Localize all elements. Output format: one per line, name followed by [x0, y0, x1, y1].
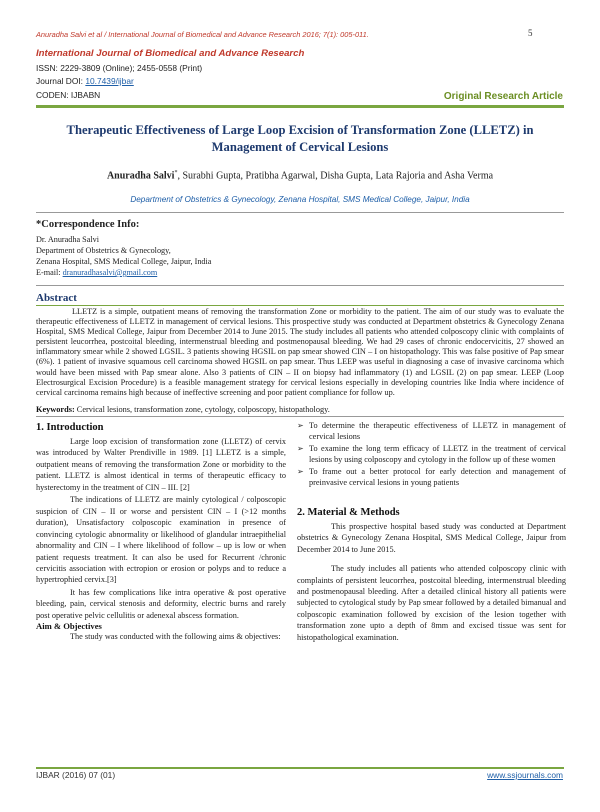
- doi-label: Journal DOI:: [36, 76, 86, 86]
- correspondence-divider: [36, 285, 564, 286]
- running-header-citation: Anuradha Salvi et al / International Journal of Biomedical and Advance Research 2016; 7(1): 005-011.: [36, 30, 369, 39]
- doi-link[interactable]: 10.7439/ijbar: [85, 76, 134, 86]
- page-number: 5: [528, 28, 533, 38]
- doi-line: [36, 76, 134, 86]
- journal-name: International Journal of Biomedical and Advance Research: [36, 48, 305, 59]
- objective-item: [297, 443, 566, 466]
- methods-paragraph-2: The study includes all patients who attended colposcopy clinic with complaints of persistent leucorrhea, postcoital bleeding, intermenstrual bleeding and postmenopausal bleeding. After a detailed clinical history all patients were subjected to cytological study by Pap smear followed by a detailed bimanual and colposcopic examination followed by excision of the lesion together with transformation zone upto a depth of 8mm and excised tissue was sent for histopathological examination.: [297, 564, 566, 642]
- correspondence-email-line: [36, 268, 157, 278]
- footer-issue: IJBAR (2016) 07 (01): [36, 770, 116, 780]
- corresponding-mark: *: [174, 170, 178, 176]
- co-authors: , Surabhi Gupta, Pratibha Agarwal, Disha Gupta, Lata Rajoria and Asha Verma: [177, 170, 494, 182]
- correspondence-hospital: Zenana Hospital, SMS Medical College, Jaipur, India: [36, 257, 212, 266]
- intro-paragraph-2: The indications of LLETZ are mainly cytological / colposcopic suspicion of CIN – II or worse and persistent CIN – I (>12 months duration), Unsatisfactory colposcopic examination in presence of convincing cytologic abnormality or likelihood of glandular intraepithelial abnormality and CIN – I where likelihood of follow – up is low or when patient requests treatment. It can also be used for Recurrent /chronic cervicitis association with ectropion or erosion or polyps and to reduce a hypertrophied cervix.[3]: [36, 495, 286, 585]
- right-column: [297, 420, 566, 643]
- left-column: [36, 420, 286, 643]
- author-list: [36, 170, 564, 181]
- email-link[interactable]: dranuradhasalvi@gmail.com: [62, 268, 158, 277]
- abstract-heading: Abstract: [36, 292, 77, 304]
- abstract-body: LLETZ is a simple, outpatient means of removing the transformation Zone or morbidity to the patient. The aim of our study was to evaluate the therapeutic effectiveness of LLETZ in management of cervical lesions. This prospective study was conducted at Department obstetrics & Gynecology Zenana Hospital, SMS Medical College, Jaipur from December 2014 to June 2015. The study includes all patients who attended colposcopy clinic with complaints of persistent leucorrhea, postcoital bleeding, intermenstrual bleeding and postmenopausal bleeding. We had 29 cases of chronic endocervicitis, 27 showed an inflammatory smear while 2 showed LGSIL. 3 patients showing HGSIL on pap smear showed CIN – I on histopathology. This was false positive of Pap smear (6%). 1 patient of invasive squamous cell carcinoma showed HGSIL on pap smear. Thus LEEP was useful in diagnosing a case of invasive carcinoma which would have been missed with Pap smear alone. Also 3 patients of CIN – II on biopsy had inflammatory (1) and LGSIL (2) on pap smear. LEEP (Loop Electrosurgical Excision Procedure) is a feasible management strategy for cervical lesions especially in developing countries like India where incidence of cervical carcinoma remains high because of ineffective screening and poor patient compliance for follow up.: [36, 307, 564, 397]
- header-divider: [36, 105, 564, 108]
- issn-line: ISSN: 2229-3809 (Online); 2455-0558 (Print): [36, 63, 203, 73]
- objective-item: [297, 420, 566, 443]
- footer-divider: [36, 767, 564, 769]
- paper-title: Therapeutic Effectiveness of Large Loop Excision of Transformation Zone (LLETZ) in Management of Cervical Lesions: [66, 123, 534, 154]
- arrow-bullet-icon: ➢: [297, 443, 304, 453]
- aims-heading: Aim & Objectives: [36, 621, 102, 632]
- intro-paragraph-3: It has few complications like intra operative & post operative bleeding, pain, cervical stenosis and deformity, electric burns and rarely post operative pelvic cellulitis or adenexal abscess formation.: [36, 587, 286, 620]
- affiliation-divider: [36, 212, 564, 213]
- aims-paragraph: The study was conducted with the following aims & objectives:: [70, 632, 281, 642]
- objective-text: To frame out a better protocol for early detection and management of preinvasive cervical lesions in young patients: [309, 466, 566, 488]
- abstract-divider: [36, 305, 564, 306]
- objective-text: To examine the long term efficacy of LLETZ in the treatment of cervical lesions by using colposcopy and cytology in the follow up of these women: [309, 443, 566, 465]
- arrow-bullet-icon: ➢: [297, 466, 304, 476]
- email-label: E-mail:: [36, 268, 63, 277]
- intro-paragraph-1: Large loop excision of transformation zone (LLETZ) of cervix was introduced by Walter Prendiville in 1989. [1] LLETZ is a simple, outpatient means of removing the transformation Zone or morbidity to the patient. LLETZ is almost identical in terms of therapeutic efficacy to hysterectomy in the treatment of CIN – III. [2]: [36, 437, 286, 492]
- correspondence-heading: *Correspondence Info:: [36, 219, 140, 230]
- affiliation: Department of Obstetrics & Gynecology, Zenana Hospital, SMS Medical College, Jaipur, India: [130, 195, 470, 204]
- keywords-label: Keywords:: [36, 405, 75, 414]
- objective-text: To determine the therapeutic effectiveness of LLETZ in management of cervical lesions: [309, 421, 566, 442]
- article-type-label: Original Research Article: [443, 91, 563, 102]
- keywords-list: Cervical lesions, transformation zone, cytology, colposcopy, histopathology.: [74, 405, 330, 414]
- methods-paragraph-1: This prospective hospital based study was conducted at Department obstetrics & Gynecology Zenana Hospital, SMS Medical College, Jaipur from December 2014 to June 2015.: [297, 521, 566, 554]
- keywords-line: [36, 405, 564, 414]
- coden-line: CODEN: IJBABN: [36, 90, 101, 100]
- lead-author: Anuradha Salvi: [106, 170, 175, 182]
- methods-heading: 2. Material & Methods: [297, 506, 400, 518]
- correspondence-name: Dr. Anuradha Salvi: [36, 235, 99, 244]
- objective-item: [297, 466, 566, 489]
- keywords-divider: [36, 416, 564, 417]
- correspondence-dept: Department of Obstetrics & Gynecology,: [36, 246, 171, 255]
- footer-website-link[interactable]: www.ssjournals.com: [487, 770, 563, 780]
- arrow-bullet-icon: ➢: [297, 421, 304, 430]
- introduction-heading: 1. Introduction: [36, 422, 104, 433]
